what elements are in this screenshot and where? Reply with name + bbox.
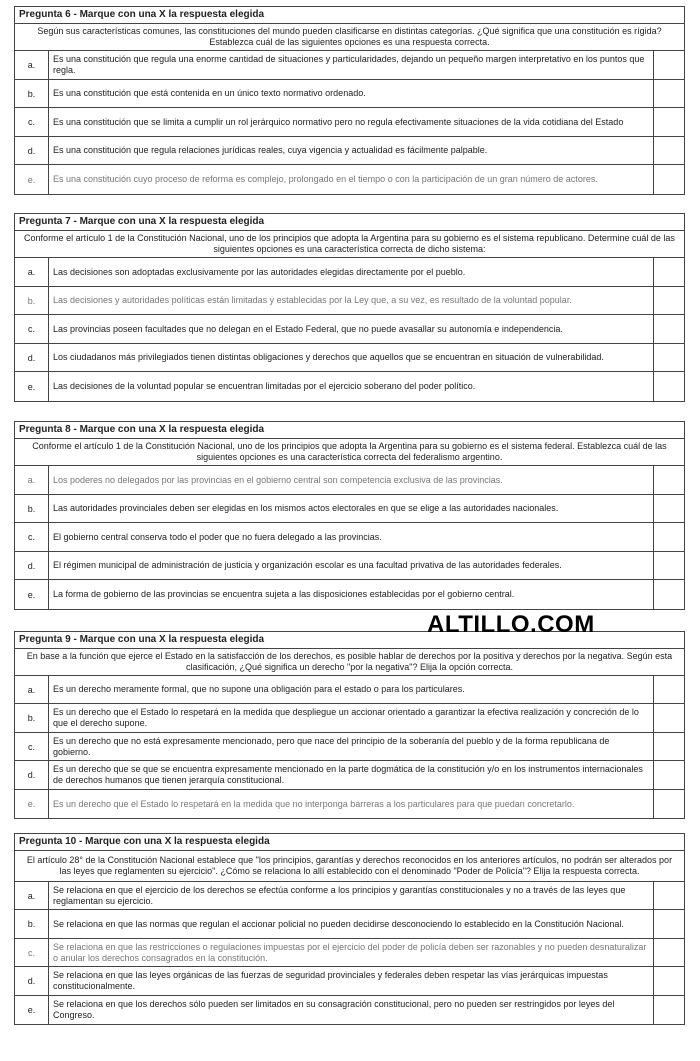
option-text: Es una constitución que se limita a cumplir un rol jerárquico normativo pero no regula efectivamente situaciones de la vida cotidiana del Estado xyxy=(49,108,654,136)
answer-box[interactable] xyxy=(654,790,684,818)
answer-box[interactable] xyxy=(654,466,684,494)
answer-box[interactable] xyxy=(654,165,684,194)
option-letter: e. xyxy=(15,996,49,1024)
option-text: Es un derecho que el Estado lo respetará en la medida que despliegue un accionar orientado a garantizar la efectiva realización y concreción de lo que el derecho supone. xyxy=(49,704,654,732)
answer-box[interactable] xyxy=(654,344,684,371)
option-a[interactable] xyxy=(15,676,684,704)
question-8 xyxy=(14,421,685,610)
option-text: Es un derecho meramente formal, que no supone una obligación para el estado o para los particulares. xyxy=(49,676,654,703)
option-c[interactable] xyxy=(15,108,684,137)
option-letter: d. xyxy=(15,967,49,995)
option-d[interactable] xyxy=(15,344,684,372)
option-d[interactable] xyxy=(15,967,684,996)
option-letter: b. xyxy=(15,495,49,522)
option-c[interactable] xyxy=(15,315,684,344)
watermark-logo: ALTILLO.COM xyxy=(427,611,595,638)
option-letter: a. xyxy=(15,676,49,703)
option-text: Se relaciona en que las restricciones o regulaciones impuestas por el ejercicio del poder de policía deben ser razonables y no pueden desnaturalizar o anular los derechos consagrados en la constitución. xyxy=(49,939,654,966)
question-stem: Según sus características comunes, las constituciones del mundo pueden clasificarse en distintas categorías. ¿Qué significa que una constitución es rígida? Establezca cuál de las siguientes opciones es una respuesta correcta. xyxy=(15,24,684,51)
option-letter: d. xyxy=(15,761,49,789)
option-text: Los poderes no delegados por las provincias en el gobierno central son competencia exclusiva de las provincias. xyxy=(49,466,654,494)
option-text: Se relaciona en que las leyes orgánicas de las fuerzas de seguridad provinciales y federales deben respetar las vías jerárquicas impuestas constitucionalmente. xyxy=(49,967,654,995)
option-text: Se relaciona en que el ejercicio de los derechos se efectúa conforme a los principios y garantías constitucionales y no a través de las leyes que reglamentan su ejercicio. xyxy=(49,882,654,909)
option-c[interactable] xyxy=(15,939,684,967)
option-letter: c. xyxy=(15,315,49,343)
answer-box[interactable] xyxy=(654,287,684,314)
answer-box[interactable] xyxy=(654,523,684,551)
answer-box[interactable] xyxy=(654,137,684,164)
answer-box[interactable] xyxy=(654,80,684,107)
answer-box[interactable] xyxy=(654,315,684,343)
answer-box[interactable] xyxy=(654,258,684,286)
option-d[interactable] xyxy=(15,552,684,580)
option-text: Las decisiones son adoptadas exclusivamente por las autoridades elegidas directamente por el pueblo. xyxy=(49,258,654,286)
option-b[interactable] xyxy=(15,495,684,523)
option-text: Es una constitución cuyo proceso de reforma es complejo, prolongado en el tiempo o con la participación de un gran número de actores. xyxy=(49,165,654,194)
answer-box[interactable] xyxy=(654,580,684,609)
option-text: Los ciudadanos más privilegiados tienen distintas obligaciones y derechos que aquellos que se encuentran en situación de vulnerabilidad. xyxy=(49,344,654,371)
option-letter: e. xyxy=(15,165,49,194)
option-text: Se relaciona en que los derechos sólo pueden ser limitados en su consagración constitucional, pero no pueden ser restringidos por leyes del Congreso. xyxy=(49,996,654,1024)
answer-box[interactable] xyxy=(654,676,684,703)
option-letter: d. xyxy=(15,344,49,371)
answer-box[interactable] xyxy=(654,704,684,732)
option-a[interactable] xyxy=(15,51,684,80)
option-text: Es una constitución que regula relaciones jurídicas reales, cuya vigencia y actualidad es fácilmente palpable. xyxy=(49,137,654,164)
option-e[interactable] xyxy=(15,372,684,401)
question-6 xyxy=(14,6,685,195)
option-letter: c. xyxy=(15,108,49,136)
option-text: El gobierno central conserva todo el poder que no fuera delegado a las provincias. xyxy=(49,523,654,551)
option-letter: e. xyxy=(15,580,49,609)
option-b[interactable] xyxy=(15,910,684,939)
answer-box[interactable] xyxy=(654,882,684,909)
question-title: Pregunta 7 - Marque con una X la respuesta elegida xyxy=(15,214,684,231)
answer-box[interactable] xyxy=(654,996,684,1024)
option-letter: c. xyxy=(15,733,49,760)
option-text: Es una constitución que está contenida en un único texto normativo ordenado. xyxy=(49,80,654,107)
question-7 xyxy=(14,213,685,402)
option-text: Las decisiones de la voluntad popular se encuentran limitadas por el ejercicio soberano del poder político. xyxy=(49,372,654,401)
question-10 xyxy=(14,833,685,1025)
answer-box[interactable] xyxy=(654,939,684,966)
option-a[interactable] xyxy=(15,466,684,495)
option-c[interactable] xyxy=(15,733,684,761)
option-text: Las decisiones y autoridades políticas están limitadas y establecidas por la Ley que, a su vez, es resultado de la voluntad popular. xyxy=(49,287,654,314)
option-letter: a. xyxy=(15,466,49,494)
option-text: El régimen municipal de administración de justicia y organización escolar es una facultad privativa de las autoridades federales. xyxy=(49,552,654,579)
question-stem: El artículo 28° de la Constitución Nacional establece que "los principios, garantías y derechos reconocidos en los anteriores artículos, no podrán ser alterados por las leyes que reglamenten su ejercicio". ¿Cómo se relaciona lo allí establecido con el denominado "Poder de Policía"? Elija la respuesta correcta. xyxy=(15,851,684,882)
option-letter: c. xyxy=(15,523,49,551)
answer-box[interactable] xyxy=(654,51,684,79)
question-stem: En base a la función que ejerce el Estado en la satisfacción de los derechos, es posible hablar de derechos por la positiva y derechos por la negativa. Según esta clasificación, ¿Qué significa un derecho "por la negativa"? Elija la opción correcta. xyxy=(15,649,684,676)
option-text: La forma de gobierno de las provincias se encuentra sujeta a las disposiciones establecidas por el gobierno central. xyxy=(49,580,654,609)
option-e[interactable] xyxy=(15,580,684,609)
option-letter: b. xyxy=(15,910,49,938)
option-e[interactable] xyxy=(15,996,684,1024)
option-letter: d. xyxy=(15,552,49,579)
option-e[interactable] xyxy=(15,165,684,194)
answer-box[interactable] xyxy=(654,495,684,522)
option-letter: e. xyxy=(15,372,49,401)
question-9 xyxy=(14,631,685,819)
option-c[interactable] xyxy=(15,523,684,552)
option-text: Es un derecho que se que se encuentra expresamente mencionado en la parte dogmática de la constitución y/o en los instrumentos internacionales de derechos humanos que tienen jerarquía constitucional. xyxy=(49,761,654,789)
option-a[interactable] xyxy=(15,258,684,287)
option-b[interactable] xyxy=(15,704,684,733)
answer-box[interactable] xyxy=(654,108,684,136)
option-letter: e. xyxy=(15,790,49,818)
option-text: Las provincias poseen facultades que no delegan en el Estado Federal, que no puede avasallar su autonomía e independencia. xyxy=(49,315,654,343)
option-letter: a. xyxy=(15,258,49,286)
question-stem: Conforme el artículo 1 de la Constitución Nacional, uno de los principios que adopta la Argentina para su gobierno es el sistema republicano. Determine cuál de las siguientes opciones es una característica correcta de dicho sistema: xyxy=(15,231,684,258)
question-stem: Conforme el artículo 1 de la Constitución Nacional, uno de los principios que adopta la Argentina para su gobierno es el sistema federal. Establezca cuál de las siguientes opciones es una característica correcta del federalismo argentino. xyxy=(15,439,684,466)
question-title: Pregunta 8 - Marque con una X la respuesta elegida xyxy=(15,422,684,439)
option-text: Las autoridades provinciales deben ser elegidas en los mismos actos electorales en que se elige a las autoridades nacionales. xyxy=(49,495,654,522)
option-d[interactable] xyxy=(15,761,684,790)
option-letter: b. xyxy=(15,80,49,107)
option-d[interactable] xyxy=(15,137,684,165)
option-text: Es un derecho que no está expresamente mencionado, pero que nace del principio de la soberanía del pueblo y de la forma republicana de gobierno. xyxy=(49,733,654,760)
question-title: Pregunta 9 - Marque con una X la respuesta elegida xyxy=(15,632,684,649)
option-letter: d. xyxy=(15,137,49,164)
option-letter: a. xyxy=(15,51,49,79)
answer-box[interactable] xyxy=(654,910,684,938)
question-title: Pregunta 10 - Marque con una X la respuesta elegida xyxy=(15,834,684,851)
answer-box[interactable] xyxy=(654,761,684,789)
option-letter: a. xyxy=(15,882,49,909)
option-text: Es una constitución que regula una enorme cantidad de situaciones y particularidades, dejando un pequeño margen interpretativo en los puntos que regla. xyxy=(49,51,654,79)
option-letter: b. xyxy=(15,287,49,314)
option-e[interactable] xyxy=(15,790,684,818)
option-letter: c. xyxy=(15,939,49,966)
answer-box[interactable] xyxy=(654,372,684,401)
answer-box[interactable] xyxy=(654,552,684,579)
option-text: Se relaciona en que las normas que regulan el accionar policial no pueden decidirse desconociendo lo establecido en la Constitución Nacional. xyxy=(49,910,654,938)
option-text: Es un derecho que el Estado lo respetará en la medida que no interponga barreras a los particulares para que puedan concretarlo. xyxy=(49,790,654,818)
answer-box[interactable] xyxy=(654,967,684,995)
question-title: Pregunta 6 - Marque con una X la respuesta elegida xyxy=(15,7,684,24)
option-b[interactable] xyxy=(15,287,684,315)
option-a[interactable] xyxy=(15,882,684,910)
option-letter: b. xyxy=(15,704,49,732)
option-b[interactable] xyxy=(15,80,684,108)
answer-box[interactable] xyxy=(654,733,684,760)
